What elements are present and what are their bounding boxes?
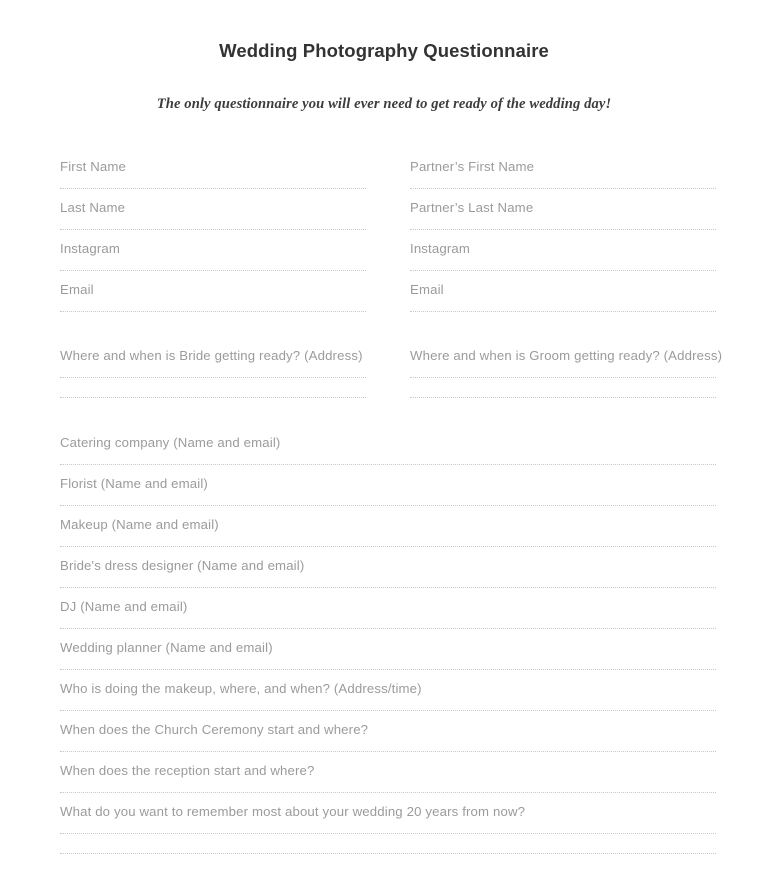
form-field[interactable] [60, 148, 366, 189]
field-input-rule[interactable] [60, 397, 366, 398]
form-field[interactable] [60, 271, 366, 312]
section-spacer [60, 312, 716, 337]
field-label: Catering company (Name and email) [60, 435, 281, 450]
questionnaire-form [60, 148, 723, 870]
page-header [0, 0, 768, 114]
form-field[interactable] [410, 148, 716, 189]
field-input-rule[interactable] [60, 833, 716, 834]
personal-details-left-column [60, 148, 366, 312]
form-field[interactable] [60, 588, 716, 629]
personal-details-right-column [410, 148, 716, 312]
field-label: First Name [60, 159, 126, 174]
getting-ready-right-column [410, 337, 723, 398]
getting-ready-section [60, 337, 723, 398]
vendor-details-section [60, 424, 716, 870]
field-input-rule[interactable] [410, 311, 716, 312]
form-field[interactable] [60, 506, 716, 547]
form-field[interactable] [60, 547, 716, 588]
section-spacer [60, 398, 716, 424]
field-label: Where and when is Bride getting ready? (Address) [60, 348, 363, 363]
form-field[interactable] [60, 752, 716, 793]
form-field[interactable] [60, 230, 366, 271]
field-label: Last Name [60, 200, 126, 215]
form-field[interactable] [60, 337, 366, 398]
personal-details-section [60, 148, 716, 312]
field-input-rule[interactable] [60, 311, 366, 312]
field-label: Email [60, 282, 94, 297]
field-label: Who is doing the makeup, where, and when? (Address/time) [60, 681, 422, 696]
form-field[interactable] [410, 271, 716, 312]
field-input-rule[interactable] [410, 397, 716, 398]
form-field[interactable] [60, 465, 716, 506]
form-field[interactable] [60, 793, 716, 870]
page-title: Wedding Photography Questionnaire [219, 40, 549, 61]
field-label: Email [410, 282, 444, 297]
getting-ready-left-column [60, 337, 366, 398]
field-label: DJ (Name and email) [60, 599, 188, 614]
field-label: When does the Church Ceremony start and where? [60, 722, 369, 737]
field-label: Bride's dress designer (Name and email) [60, 558, 305, 573]
form-field[interactable] [60, 629, 716, 670]
form-field[interactable] [410, 230, 716, 271]
field-label: Partner’s First Name [410, 159, 535, 174]
field-label: Where and when is Groom getting ready? (Address) [410, 348, 723, 363]
form-field[interactable] [60, 189, 366, 230]
form-field[interactable] [60, 711, 716, 752]
form-field[interactable] [410, 189, 716, 230]
form-field[interactable] [60, 424, 716, 465]
field-label: Florist (Name and email) [60, 476, 208, 491]
field-label: Instagram [410, 241, 470, 256]
field-label: What do you want to remember most about your wedding 20 years from now? [60, 804, 526, 819]
field-label: Makeup (Name and email) [60, 517, 219, 532]
field-label: Wedding planner (Name and email) [60, 640, 273, 655]
field-label: Partner’s Last Name [410, 200, 534, 215]
form-field[interactable] [60, 670, 716, 711]
field-label: Instagram [60, 241, 120, 256]
field-label: When does the reception start and where? [60, 763, 315, 778]
field-input-rule[interactable] [60, 377, 366, 378]
form-field[interactable] [410, 337, 723, 398]
field-input-rule[interactable] [60, 853, 716, 854]
page-subtitle: The only questionnaire you will ever need to get ready of the wedding day! [156, 96, 612, 112]
field-input-rule[interactable] [410, 377, 716, 378]
